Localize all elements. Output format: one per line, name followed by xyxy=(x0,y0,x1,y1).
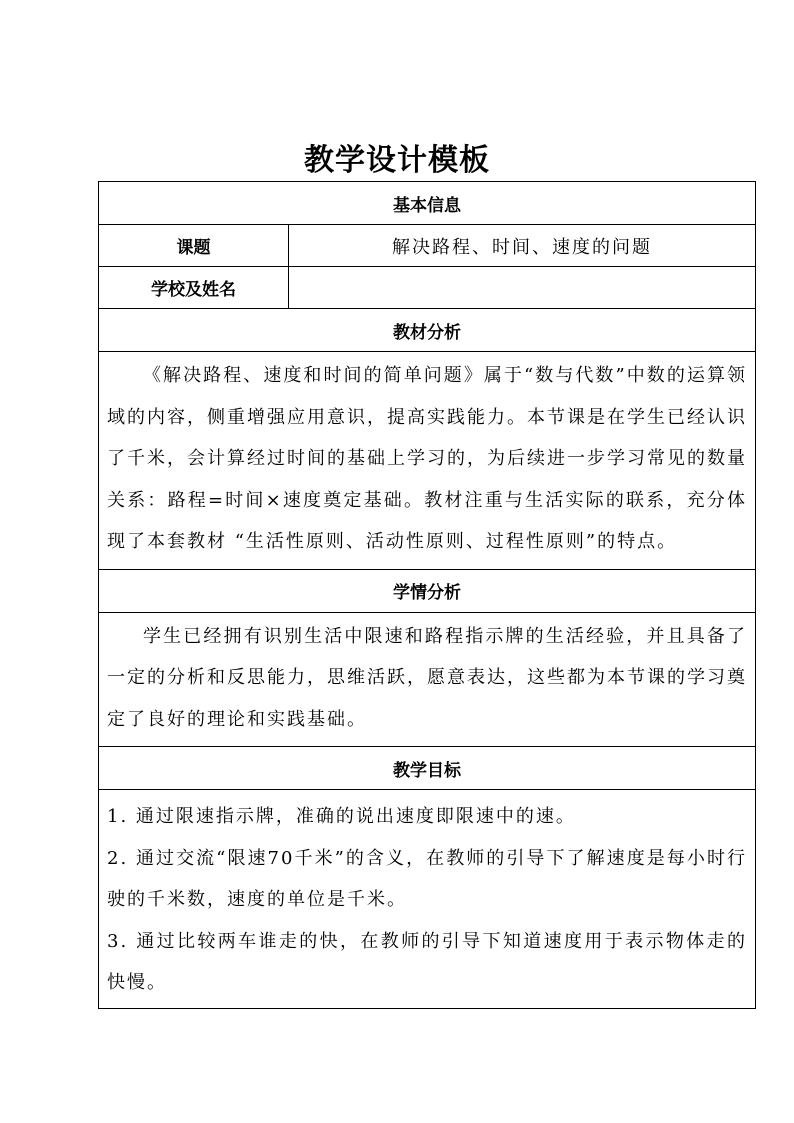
goal-item: 2. 通过交流“限速70千米”的含义，在教师的引导下了解速度是每小时行驶的千米数，速度的单位是千米。 xyxy=(107,847,747,910)
topic-row xyxy=(99,225,756,267)
goal-item: 1. 通过限速指示牌，准确的说出速度即限速中的速。 xyxy=(107,806,576,827)
textbook-analysis-body-row xyxy=(99,352,756,570)
textbook-analysis-cell xyxy=(99,352,756,570)
school-name-value xyxy=(289,267,756,309)
student-analysis-header-row xyxy=(99,569,756,612)
textbook-analysis-text: 《解决路程、速度和时间的简单问题》属于“数与代数”中数的运算领域的内容，侧重增强应用意识，提高实践能力。本节课是在学生已经认识了千米，会计算经过时间的基础上学习的，为后续进一步学习常见的数量关系：路程=时间×速度奠定基础。教材注重与生活实际的联系，充分体现了本套教材 “生活性原则、活动性原则、过程性原则”的特点。 xyxy=(107,365,747,552)
topic-label: 课题 xyxy=(99,225,289,267)
student-analysis-header: 学情分析 xyxy=(99,569,756,612)
teaching-goals-cell xyxy=(99,790,756,1009)
school-name-label: 学校及姓名 xyxy=(99,267,289,309)
student-analysis-text: 学生已经拥有识别生活中限速和路程指示牌的生活经验，并且具备了一定的分析和反思能力，思维活跃，愿意表达，这些都为本节课的学习奠定了良好的理论和实践基础。 xyxy=(107,625,747,730)
lesson-design-table xyxy=(98,181,756,1009)
topic-value: 解决路程、时间、速度的问题 xyxy=(289,225,756,267)
textbook-analysis-header: 教材分析 xyxy=(99,309,756,352)
basic-info-header: 基本信息 xyxy=(99,182,756,225)
textbook-analysis-header-row xyxy=(99,309,756,352)
goal-item: 3. 通过比较两车谁走的快，在教师的引导下知道速度用于表示物体走的快慢。 xyxy=(107,930,747,993)
school-name-row xyxy=(99,267,756,309)
teaching-goals-body-row xyxy=(99,790,756,1009)
student-analysis-cell xyxy=(99,612,756,747)
teaching-goals-header: 教学目标 xyxy=(99,747,756,790)
teaching-goals-header-row xyxy=(99,747,756,790)
student-analysis-body-row xyxy=(99,612,756,747)
basic-info-row xyxy=(99,182,756,225)
page-title: 教学设计模板 xyxy=(304,143,490,178)
